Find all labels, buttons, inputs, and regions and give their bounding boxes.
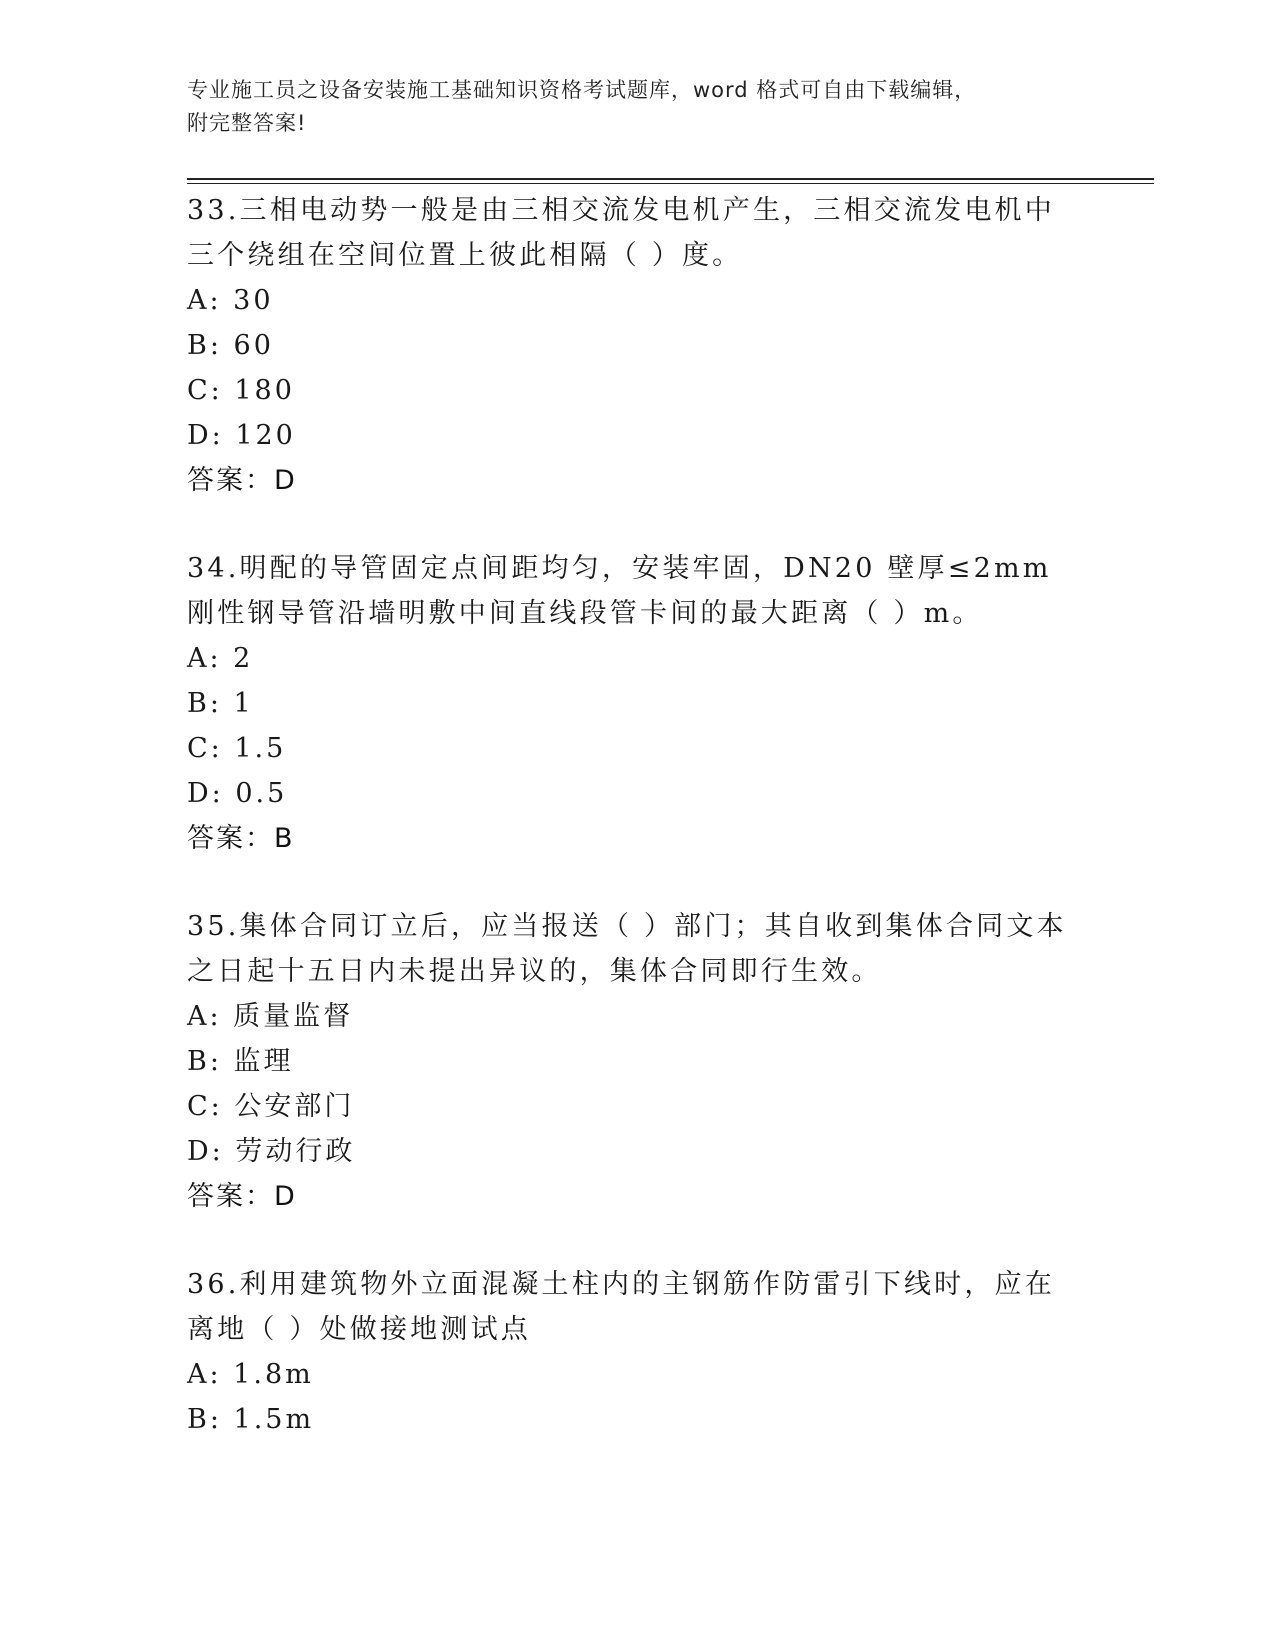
option-b: B: 60 <box>187 330 274 361</box>
question-36 <box>187 1262 1087 1442</box>
question-stem: 34.明配的导管固定点间距均匀，安装牢固，DN20 壁厚≤2mm 刚性钢导管沿墙明敷中间直线段管卡间的最大距离（ ）m。 <box>187 553 1052 629</box>
header-divider-thin <box>187 183 1154 184</box>
question-stem: 35.集体合同订立后，应当报送（ ）部门；其自收到集体合同文本之日起十五日内未提出异议的，集体合同即行生效。 <box>187 911 1067 987</box>
option-a: A: 1.8m <box>187 1359 314 1390</box>
option-a: A: 质量监督 <box>187 1001 354 1032</box>
option-d: D: 0.5 <box>187 778 288 809</box>
option-d: D: 劳动行政 <box>187 1136 356 1167</box>
option-b: B: 1.5m <box>187 1404 315 1435</box>
option-b: B: 1 <box>187 688 254 719</box>
header-line-2: 附完整答案! <box>187 111 307 135</box>
option-a: A: 30 <box>187 285 274 316</box>
question-34 <box>187 546 1087 861</box>
option-c: C: 1.5 <box>187 733 287 764</box>
answer-label: 答案：B <box>187 823 295 854</box>
header-divider-thick <box>187 178 1154 180</box>
option-c: C: 公安部门 <box>187 1091 355 1122</box>
option-b: B: 监理 <box>187 1046 294 1077</box>
header-line-1: 专业施工员之设备安装施工基础知识资格考试题库，word 格式可自由下载编辑， <box>187 78 977 102</box>
question-list <box>187 188 1087 1485</box>
document-header <box>187 74 1087 140</box>
question-stem: 36.利用建筑物外立面混凝土柱内的主钢筋作防雷引下线时，应在离地（ ）处做接地测试点 <box>187 1269 1055 1345</box>
option-a: A: 2 <box>187 643 254 674</box>
question-stem: 33.三相电动势一般是由三相交流发电机产生，三相交流发电机中三个绕组在空间位置上彼此相隔（ ）度。 <box>187 195 1055 271</box>
question-35 <box>187 904 1087 1219</box>
answer-label: 答案：D <box>187 465 297 496</box>
option-c: C: 180 <box>187 375 295 406</box>
question-33 <box>187 188 1087 503</box>
answer-label: 答案：D <box>187 1181 297 1212</box>
option-d: D: 120 <box>187 420 296 451</box>
